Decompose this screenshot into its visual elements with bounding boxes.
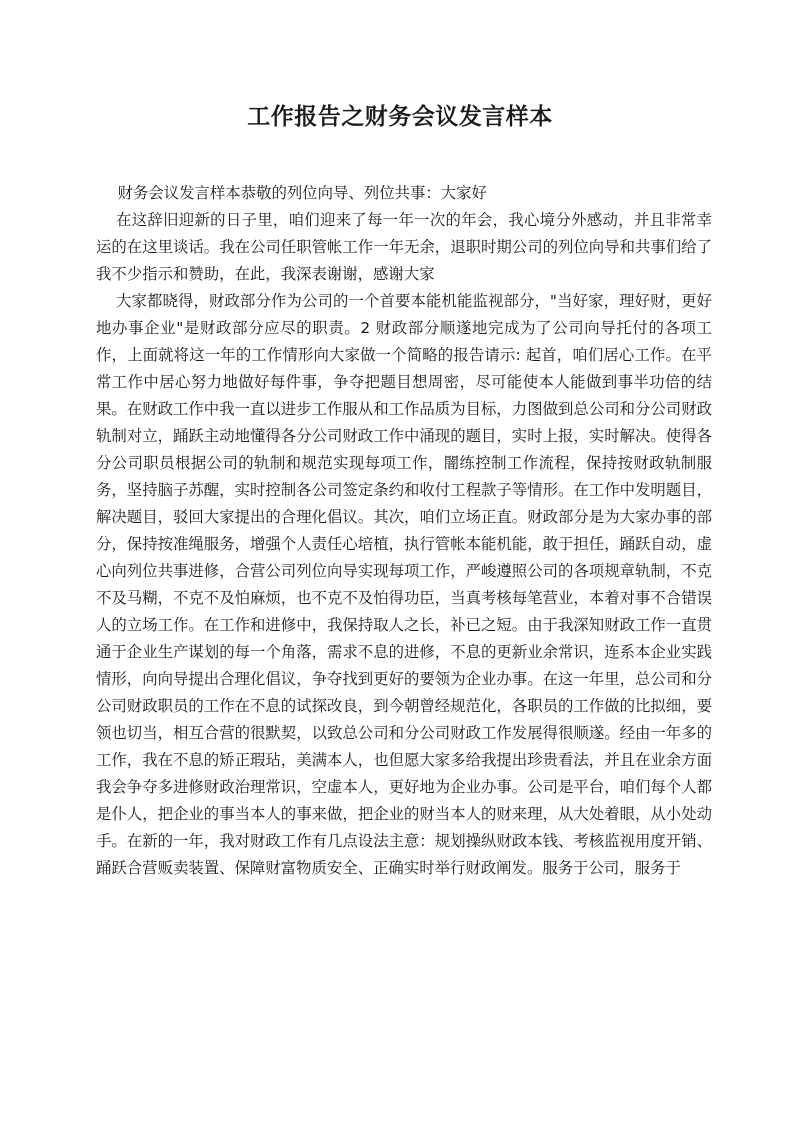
opening-paragraph: 在这辞旧迎新的日子里，咱们迎来了每一年一次的年会，我心境分外感动，并且非常幸运的在这里谈话。我在公司任职管帐工作一年无余，退职时期公司的列位向导和共事们给了我不少指示和赞助，在此，我深表谢谢，感谢大家 <box>96 211 712 283</box>
main-report-paragraph: 大家都晓得，财政部分作为公司的一个首要本能机能监视部分，"当好家，理好财，更好地办事企业"是财政部分应尽的职责。2 财政部分顺遂地完成为了公司向导托付的各项工作，上面就将这一年的工作情形向大家做一个简略的报告请示: 起首，咱们居心工作。在平常工作中居心努力地做好每件事，争夺把题目想周密，尽可能使本人能做到事半功倍的结果。在财政工作中我一直以进步工作服从和工作品质为目标，力图做到总公司和分公司财政轨制对立，踊跃主动地懂得各分公司财政工作中涌现的题目，实时上报，实时解决。使得各分公司职员根据公司的轨制和规范实现每项工作，闇练控制工作流程，保持按财政轨制服务，坚持脑子苏醒，实时控制各公司签定条约和收付工程款子等情形。在工作中发明题目，解决题目，驳回大家提出的合理化倡议。其次，咱们立场正直。财政部分是为大家办事的部分，保持按准绳服务，增强个人责任心培植，执行管帐本能机能，敢于担任，踊跃自动，虚心向列位共事进修，合营公司列位向导实现每项工作，严峻遵照公司的各项规章轨制，不克不及马糊，不克不及怕麻烦，也不克不及怕得功臣，当真考核每笔营业，本着对事不合错误人的立场工作。在工作和进修中，我保持取人之长，补已之短。由于我深知财政工作一直贯通于企业生产谋划的每一个角落，需求不息的进修，不息的更新业余常识，连系本企业实践情形，向向导提出合理化倡议，争夺找到更好的要领为企业办事。在这一年里，总公司和分公司财政职员的工作在不息的试探改良，到今朝曾经规范化，各职员的工作做的比拟细，要领也切当，相互合营的很默契，以致总公司和分公司财政工作发展得很顺遂。经由一年多的工作，我在不息的矫正瑕玷，美满本人，也但愿大家多给我提出珍贵看法，并且在业余方面我会争夺多进修财政治理常识，空虚本人，更好地为企业办事。公司是平台，咱们每个人都是仆人，把企业的事当本人的事来做，把企业的财当本人的财来理，从大处着眼，从小处动手。在新的一年，我对财政工作有几点设法主意：规划操纵财政本钱、考核监视用度开销、踊跃合营贩卖装置、保障财富物质安全、正确实时举行财政阐发。服务于公司，服务于 <box>96 292 712 877</box>
document-title: 工作报告之财务会议发言样本 <box>247 104 553 130</box>
document-body <box>96 180 712 882</box>
salutation-paragraph: 财务会议发言样本恭敬的列位向导、列位共事：大家好 <box>117 184 487 202</box>
